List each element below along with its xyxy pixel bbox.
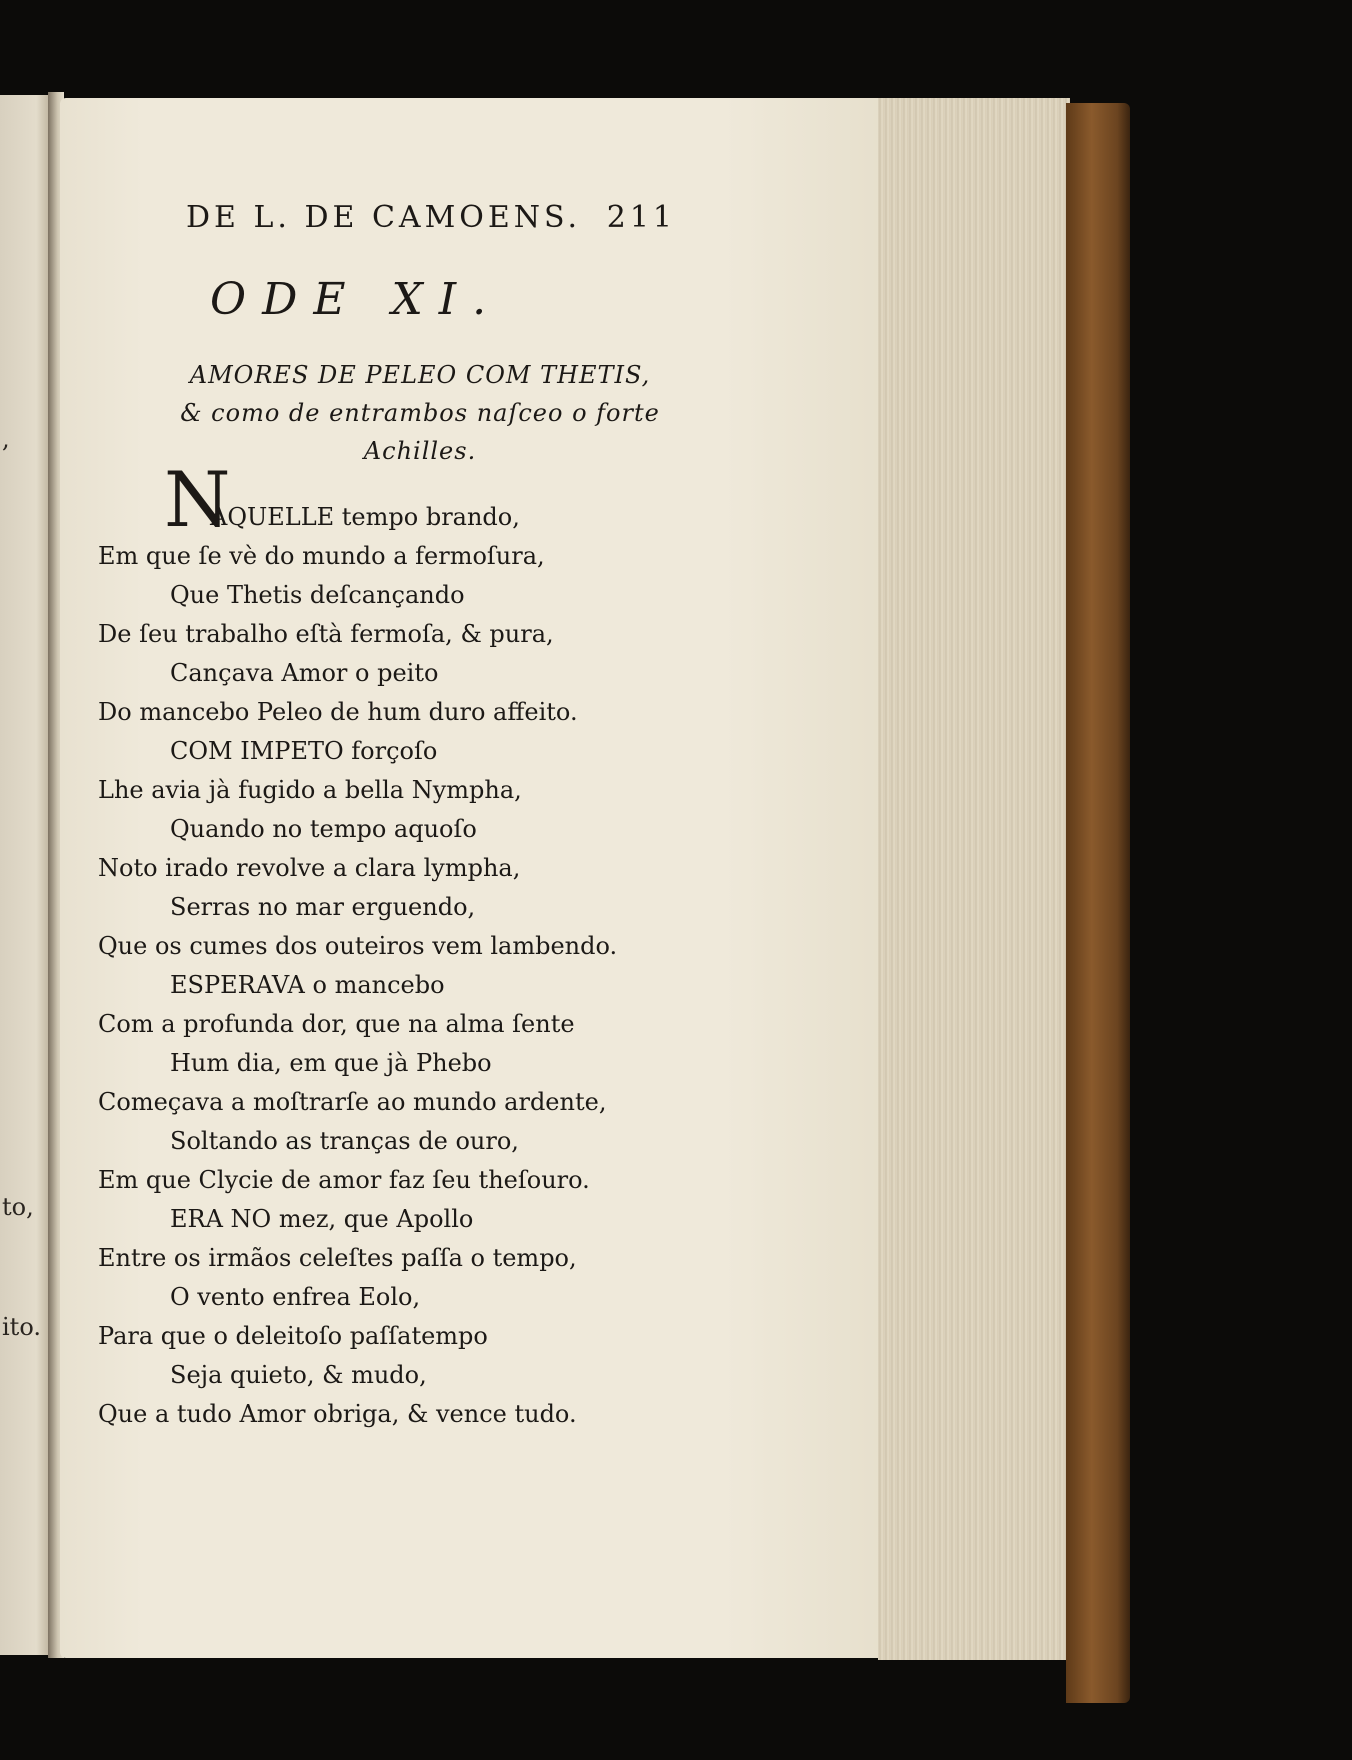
verse-line: Começava a moſtrarſe ao mundo ardente, — [98, 1088, 607, 1116]
verse-line: AQUELLE tempo brando, — [210, 503, 520, 531]
verse-line: Lhe avia jà fugido a bella Nympha, — [98, 776, 522, 804]
page-number: 211 — [606, 200, 676, 235]
verse-line: Seja quieto, & mudo, — [170, 1361, 427, 1389]
verse-line: Com a profunda dor, que na alma ſente — [98, 1010, 575, 1038]
verse-line: Soltando as tranças de ouro, — [170, 1127, 519, 1155]
verse-line: Quando no tempo aquoſo — [170, 815, 477, 843]
verse-line: Em que Clycie de amor faz ſeu theſouro. — [98, 1166, 590, 1194]
verse-line: Serras no mar erguendo, — [170, 893, 476, 921]
verse-line: Que Thetis deſcançando — [170, 581, 465, 609]
subtitle-line: AMORES DE PELEO COM THETIS, — [189, 361, 651, 389]
verse-line: O vento enfrea Eolo, — [170, 1283, 421, 1311]
verse-line: Entre os irmãos celeſtes paſſa o tempo, — [98, 1244, 577, 1272]
verse-line: Que a tudo Amor obriga, & vence tudo. — [98, 1400, 577, 1428]
left-page-fragment: , — [2, 425, 10, 453]
verse-line: De ſeu trabalho eſtà fermoſa, & pura, — [98, 620, 554, 648]
verse-line: COM IMPETO forçoſo — [170, 737, 438, 765]
page-edges — [878, 98, 1070, 1660]
verse-line: ESPERAVA o mancebo — [170, 971, 445, 999]
drop-cap: N — [164, 455, 231, 544]
left-page-fragment: to, — [2, 1193, 34, 1221]
running-header — [186, 200, 676, 235]
verse-line: Noto irado revolve a clara lympha, — [98, 854, 521, 882]
verse-line: Em que ſe vè do mundo a fermoſura, — [98, 542, 545, 570]
subtitle-line: Achilles. — [363, 437, 477, 465]
verse-line: Cançava Amor o peito — [170, 659, 439, 687]
book-cover — [1066, 103, 1130, 1703]
verse-line: Do mancebo Peleo de hum duro affeito. — [98, 698, 578, 726]
running-title: DE L. DE CAMOENS. — [186, 200, 582, 235]
ode-subtitle — [180, 356, 660, 470]
subtitle-line: & como de entrambos naſceo o forte — [180, 399, 660, 427]
verse-line: Que os cumes dos outeiros vem lambendo. — [98, 932, 618, 960]
ode-title: ODE XI. — [210, 274, 503, 325]
verse-line: ERA NO mez, que Apollo — [170, 1205, 474, 1233]
verse-line: Hum dia, em que jà Phebo — [170, 1049, 492, 1077]
left-page — [0, 95, 52, 1655]
verse-line: Para que o deleitoſo paſſatempo — [98, 1322, 488, 1350]
poem-body — [98, 498, 658, 1434]
left-page-fragment: ito. — [2, 1313, 41, 1341]
